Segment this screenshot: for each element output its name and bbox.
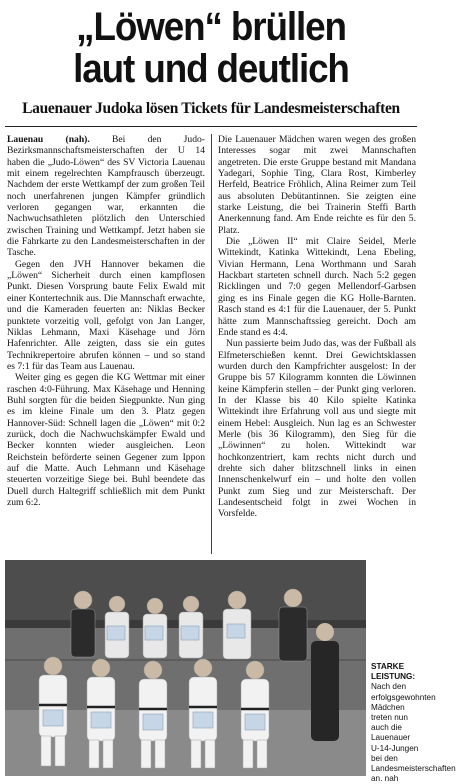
dateline: Lauenau (nah). [7,134,90,145]
subheadline: Lauenauer Judoka lösen Tickets für Landesmeisterschaften [22,100,400,117]
headline [17,6,405,90]
caption-title: STARKE LEISTUNG: [371,662,416,682]
article-paragraph: Gegen den JVH Hannover bekamen die „Löwen“ Sicherheit durch einen kampflosen Punkt. Diesen Vorsprung baute Felix Ewald mit einer Kontertechnik aus. Die Mannschaft erwachte, und die Kameraden feuerten an: Niklas Becker punktete vorzeitig voll, gefolgt von Jan Langer, Niklas Lehmann, Maxi Käsehage und Jörn Hafenrichter. Alle zeigten, dass sie ein gutes Technikrepertoire abrufen können – und so stand es 7:1 für das Team aus Lauenau. [7,258,205,372]
column-divider [211,134,212,554]
headline-line-1: „Löwen“ brüllen [76,5,346,49]
article-column-right [218,134,416,558]
top-rule [5,126,417,127]
article-paragraph: Die Lauenauer Mädchen waren wegen des großen Interesses sogar mit zwei Mannschaften angetreten. Die erste Gruppe bestand mit Mandana Yadegari, Sophie Ting, Clara Rost, Kimberley Herfeld, Beatrice Fröhlich, Alina Reimer zum Teil aus absoluten Debütantinnen. Sie zeigten eine starke Leistung, die bei Trainerin Steffi Barth Anerkennung fand. Am Ende reichte es für den 5. Platz. [218,134,416,236]
team-photo-illustration [5,560,366,776]
article-column-left [7,134,205,558]
article-paragraph [7,134,205,259]
article-paragraph: Die „Löwen II“ mit Claire Seidel, Merle Wittekindt, Katinka Wittekindt, Lena Ebeling, Vivian Hermann, Lena Worthmann und Sarah Hackbart starteten schnell durch. Nach 5:2 gegen Ricklingen und 7:0 gegen Mellendorf-Garbsen ging es ins Finale gegen die KG Holle-Barnten. Rasch stand es 4:1 für die Lauenauer, der 5. Punkt hätte zum Mannschaftssieg gereicht. Doch am Ende stand es 4:4. [218,236,416,338]
team-photo [5,560,366,776]
article-paragraph: Weiter ging es gegen die KG Wettmar mit einer raschen 4:0-Führung. Max Käsehage und Henning Buhl sorgten für die beiden Siegpunkte. Nun ging es im kleine Finale um den 3. Platz gegen Hannover-Süd: Schnell lagen die „Löwen“ mit 0:2 zurück, doch die Nachwuchskämpfer Ewald und Becker konnten wieder ausgleichen. Leon Reichstein beförderte seinen Gegener zum Ippon auf die Matte. Auch Lehmann und Käsehage steuerten vorzeitige Siege bei. Buhl beendete das Duell durch Haltegriff schließlich mit dem Punkt zum 6:2. [7,372,205,508]
caption-text: Nach den erfolgsgewohnten Mädchen treten nun auch die Lauenauer U-14-Jungen bei den Landesmeisterschaften an. nah [371,682,456,784]
paragraph-text: Bei den Judo-Bezirksmannschaftsmeisterschaften der U 14 haben die „Judo-Löwen“ des SV Victoria Lauenau mit einem regelrechten Kampfrausch überzeugt. Nachdem der erste Wettkampf der zum großen Teil noch unerfahrenen jungen Kämpfer gründlich verloren gegangen war, erkannten die Nachwuchsathleten plötzlich den Unterschied zwischen Training und Wettkampf. Jetzt haben sie die Fahrkarte zu den Landesmeisterschaften in der Tasche. [7,134,205,259]
article-paragraph: Nun passierte beim Judo das, was der Fußball als Elfmeterschießen kennt. Drei Gewichtsklassen wurden durch den Kampfrichter ausgelost: In der Gruppe bis 57 Kilogramm konnten die Löwinnen keine Kämpferin stellen – der Punkt ging verloren. In der Klasse bis 40 Kilo spielte Katinka Wittekindt ihre Erfahrung voll aus und siegte mit einem Hebel: Ausgleich. Nun lag es an Schwester Merle (bis 36 Kilogramm), den Sieg für die „Löwinnen“ zu holen. Wittekindt war hochkonzentriert, kam rechts nicht durch und drehte sich daher blitzschnell links in einen Innenschenkelwurf ein – und holte den vollen Punkt zum Sieg und zur Meisterschaft. Der Landesentscheid folgt in zwei Wochen in Vorsfelde. [218,338,416,520]
headline-line-2: laut und deutlich [73,47,349,91]
photo-caption [371,662,456,784]
